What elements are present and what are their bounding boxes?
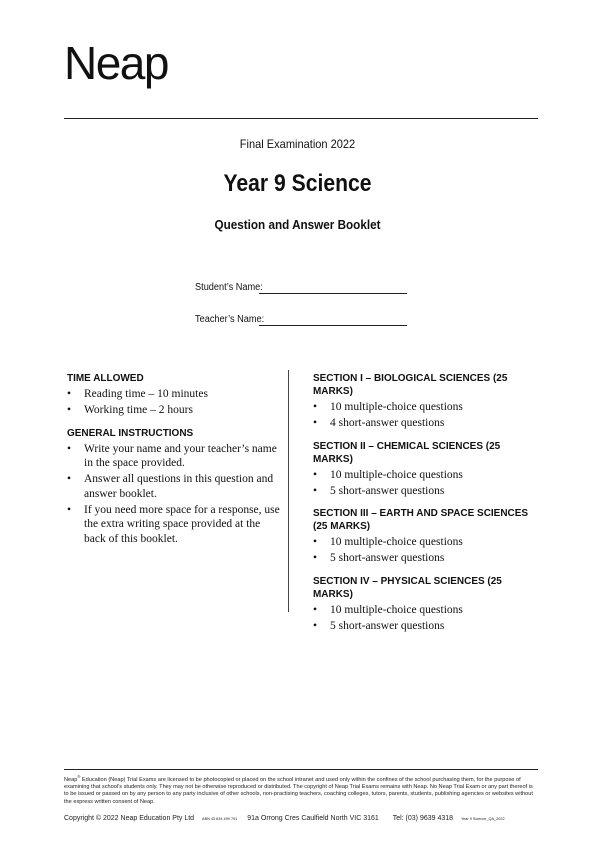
list-item: • Answer all questions in this question and answer booklet.: [67, 472, 282, 501]
exam-line: Final Examination 2022: [239, 137, 356, 151]
general-instructions-heading: GENERAL INSTRUCTIONS: [67, 426, 194, 439]
list-item: • 10 multiple-choice questions: [313, 468, 548, 483]
neap-logo: Neap: [64, 37, 168, 89]
time-allowed-heading: TIME ALLOWED: [67, 372, 144, 384]
page-title: Year 9 Science: [223, 170, 372, 197]
section-heading: SECTION I – BIOLOGICAL SCIENCES (25 MARKS): [313, 372, 508, 397]
instructions-column: [67, 372, 282, 555]
phone-text: Tel: (03) 9639 4318: [392, 815, 454, 822]
abn-text: ABN 43 634 499 791: [202, 817, 238, 821]
header-divider: [64, 118, 538, 119]
list-item: • 4 short-answer questions: [313, 416, 548, 431]
teacher-name-field[interactable]: [259, 325, 407, 326]
address-text: 91a Orrong Cres Caulfield North VIC 3161: [247, 815, 379, 822]
teacher-name-row: [195, 314, 270, 325]
teacher-name-label: Teacher’s Name:: [195, 314, 265, 325]
list-item: • 5 short-answer questions: [313, 551, 548, 566]
list-item: • 10 multiple-choice questions: [313, 400, 548, 415]
instructions-list: [67, 442, 282, 547]
document-code: Year 9 Science_QA_2022: [461, 817, 505, 821]
time-list: [67, 387, 282, 418]
list-item: • If you need more space for a response, use the extra writing space provided at the back of this booklet.: [67, 503, 282, 547]
registered-mark: ®: [77, 774, 81, 779]
copyright-text: Copyright © 2022 Neap Education Pty Ltd: [64, 815, 195, 822]
section-list: [313, 400, 548, 431]
student-name-field[interactable]: [259, 293, 407, 294]
list-item: • Reading time – 10 minutes: [67, 387, 282, 402]
column-divider: [288, 370, 289, 612]
disclaimer-brand: Neap: [64, 776, 78, 783]
footer-bar: [64, 815, 505, 822]
section-heading: SECTION IV – PHYSICAL SCIENCES (25 MARKS): [313, 574, 502, 600]
disclaimer-text: Education (Neap) Trial Exams are licensed to be photocopied or placed on the school intranet and used only within the confines of the school purchasing them, for the purpose of examining that school’s students only. They may not be otherwise reproduced or distributed. The copyright of Neap Trial Exams remains with Neap. No Neap Trial Exam or any part thereof is to be issued or passed on by any person to any party inclusive of other schools, non-practising teachers, coaching colleges, tutors, parents, students, publishing agencies or websites without the express written consent of Neap.: [64, 776, 533, 805]
section-heading: SECTION III – EARTH AND SPACE SCIENCES (25 MARKS): [313, 507, 529, 532]
section-list: [313, 535, 548, 566]
page-subtitle: Question and Answer Booklet: [214, 217, 381, 232]
student-name-label: Student’s Name:: [195, 282, 263, 293]
sections-column: [313, 372, 548, 642]
list-item: • 10 multiple-choice questions: [313, 603, 548, 618]
section-heading: SECTION II – CHEMICAL SCIENCES (25 MARKS): [313, 439, 501, 465]
list-item: • Working time – 2 hours: [67, 403, 282, 418]
section-list: [313, 468, 548, 499]
section-list: [313, 603, 548, 634]
student-name-row: [195, 282, 269, 293]
footer-divider: [64, 769, 538, 770]
list-item: • Write your name and your teacher’s name in the space provided.: [67, 442, 282, 471]
list-item: • 10 multiple-choice questions: [313, 535, 548, 550]
list-item: • 5 short-answer questions: [313, 619, 548, 634]
list-item: • 5 short-answer questions: [313, 484, 548, 499]
copyright-disclaimer: [64, 773, 538, 806]
